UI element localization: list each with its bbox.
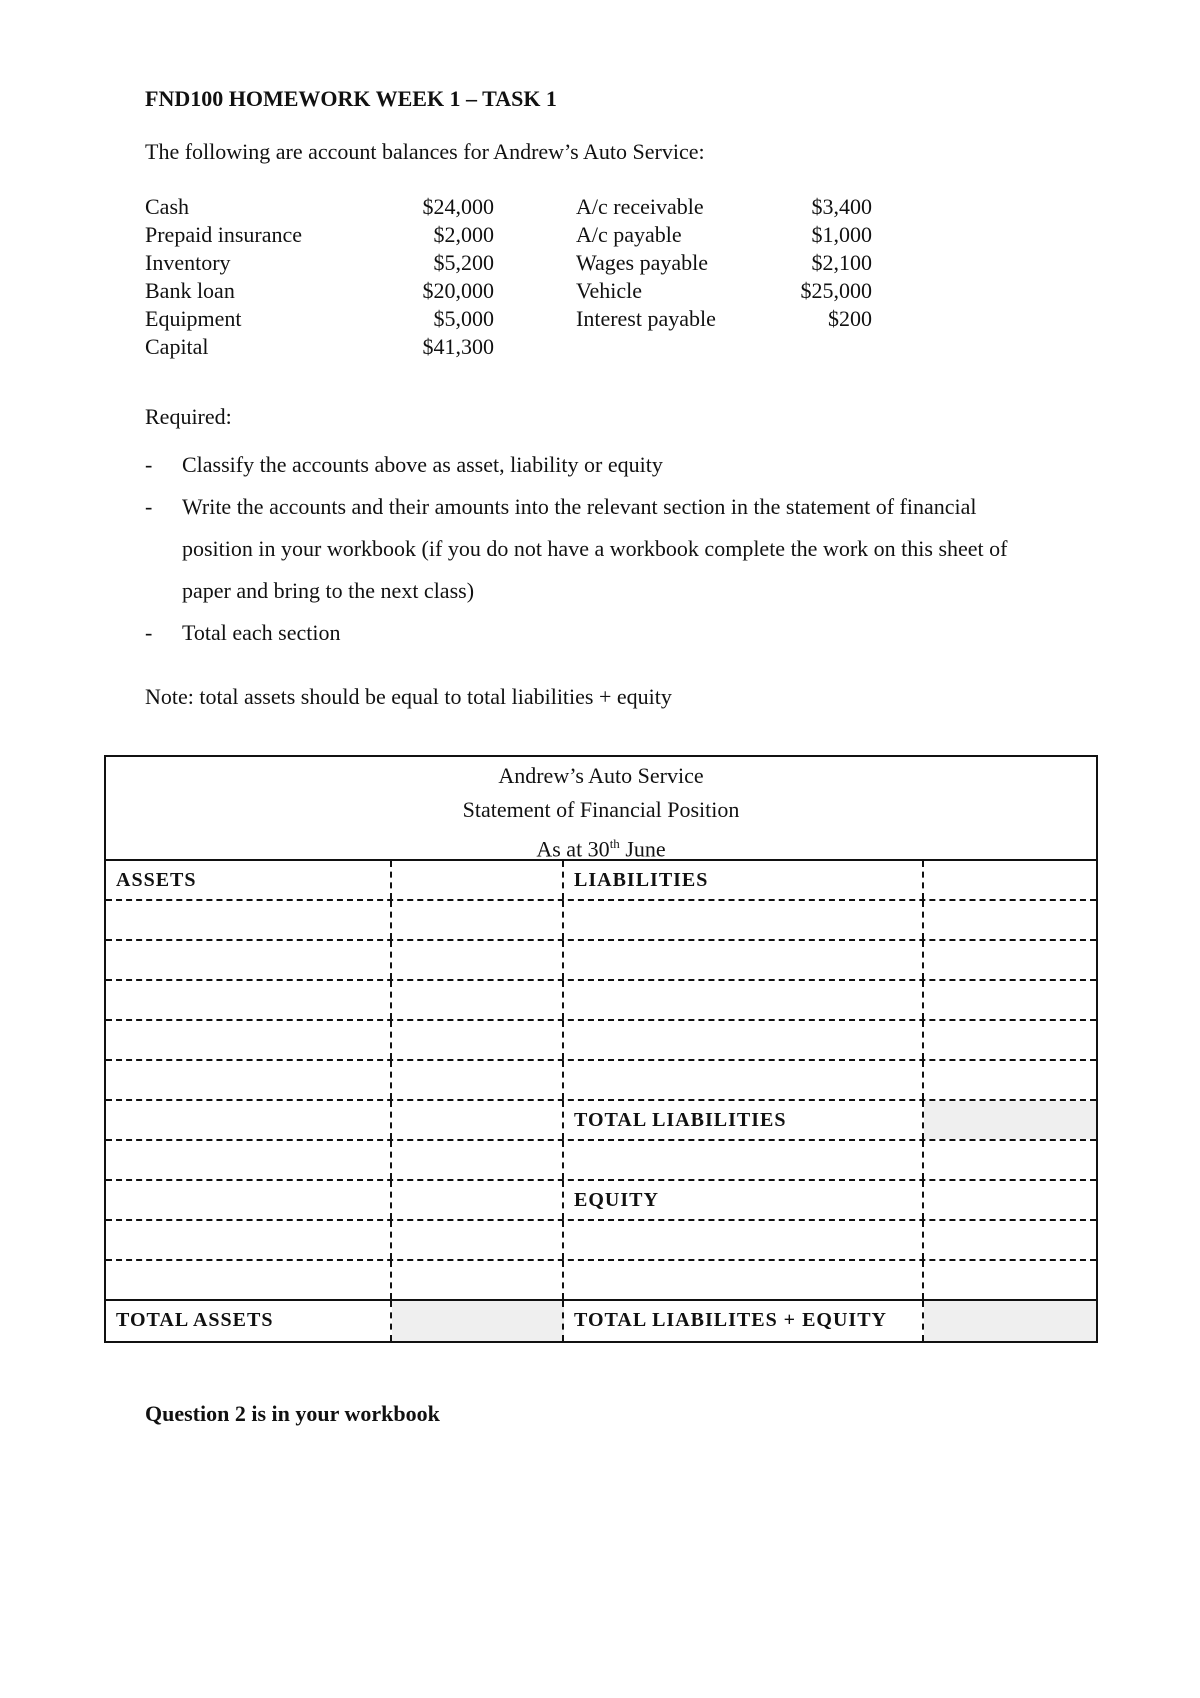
- account-amount: $1,000: [811, 222, 872, 247]
- table-row: [106, 941, 1096, 981]
- table-row: [106, 1301, 1096, 1341]
- statement-company: Andrew’s Auto Service: [498, 763, 704, 788]
- statement-name: Statement of Financial Position: [462, 797, 740, 822]
- account-amount: $3,400: [811, 194, 872, 219]
- required-list: [145, 444, 1045, 654]
- date-prefix: As at 30: [536, 836, 610, 862]
- liability-amount-cell[interactable]: [924, 861, 1096, 899]
- account-amount: $5,200: [433, 250, 494, 275]
- balances-left-names: [145, 193, 302, 361]
- table-row: [106, 1061, 1096, 1101]
- table-row: [106, 1261, 1096, 1301]
- asset-name-cell[interactable]: [106, 1021, 392, 1059]
- asset-amount-cell[interactable]: [392, 941, 564, 979]
- account-name: A/c payable: [576, 222, 682, 247]
- assets-label: ASSETS: [106, 861, 392, 899]
- account-name: Capital: [145, 334, 209, 359]
- total-liab-equity-cell[interactable]: [924, 1301, 1096, 1341]
- asset-amount-cell[interactable]: [392, 1061, 564, 1099]
- liability-amount-cell[interactable]: [924, 981, 1096, 1019]
- total-liab-equity-label: TOTAL LIABILITES + EQUITY: [564, 1301, 924, 1341]
- liability-amount-cell[interactable]: [924, 941, 1096, 979]
- table-row: [106, 1221, 1096, 1261]
- list-item: [145, 444, 1045, 486]
- table-row: [106, 1141, 1096, 1181]
- account-name: Equipment: [145, 306, 242, 331]
- equity-name-cell[interactable]: [564, 1261, 924, 1299]
- asset-name-cell[interactable]: [106, 941, 392, 979]
- asset-name-cell[interactable]: [106, 1261, 392, 1299]
- asset-amount-cell[interactable]: [392, 1021, 564, 1059]
- asset-name-cell[interactable]: [106, 1181, 392, 1219]
- asset-name-cell[interactable]: [106, 1141, 392, 1179]
- table-row: [106, 861, 1096, 901]
- table-row: [106, 1101, 1096, 1141]
- equity-name-cell[interactable]: [564, 1221, 924, 1259]
- document-title: FND100 HOMEWORK WEEK 1 – TASK 1: [145, 86, 557, 111]
- account-amount: $2,100: [811, 250, 872, 275]
- required-heading: Required:: [145, 404, 232, 429]
- account-name: Prepaid insurance: [145, 222, 302, 247]
- account-name: Wages payable: [576, 250, 708, 275]
- list-item-text: Write the accounts and their amounts into the relevant section in the statement of financial position in your workbook (if you do not have a workbook complete the work on this sheet of paper and bring to the next class): [182, 494, 1008, 603]
- table-row: [106, 901, 1096, 941]
- asset-amount-cell[interactable]: [392, 861, 564, 899]
- liability-name-cell[interactable]: [564, 941, 924, 979]
- asset-name-cell[interactable]: [106, 981, 392, 1019]
- intro-text: The following are account balances for Andrew’s Auto Service:: [145, 139, 705, 164]
- account-amount: $2,000: [433, 222, 494, 247]
- asset-amount-cell[interactable]: [392, 1261, 564, 1299]
- asset-name-cell[interactable]: [106, 1101, 392, 1139]
- liability-name-cell[interactable]: [564, 1141, 924, 1179]
- table-row: [106, 981, 1096, 1021]
- account-amount: $200: [828, 306, 872, 331]
- dash-bullet: -: [145, 494, 153, 519]
- account-amount: $41,300: [422, 334, 494, 359]
- account-name: A/c receivable: [576, 194, 704, 219]
- financial-position-table: [104, 755, 1098, 1343]
- account-name: Interest payable: [576, 306, 716, 331]
- equity-amount-cell[interactable]: [924, 1221, 1096, 1259]
- liability-name-cell[interactable]: [564, 1061, 924, 1099]
- list-item: [145, 612, 1045, 654]
- question-2-note: Question 2 is in your workbook: [145, 1401, 440, 1426]
- asset-amount-cell[interactable]: [392, 1101, 564, 1139]
- balances-right-amounts: [760, 193, 872, 333]
- asset-amount-cell[interactable]: [392, 981, 564, 1019]
- account-name: Vehicle: [576, 278, 642, 303]
- list-item-text: Total each section: [182, 620, 341, 645]
- table-row: [106, 1021, 1096, 1061]
- account-amount: $25,000: [800, 278, 872, 303]
- liabilities-label: LIABILITIES: [564, 861, 924, 899]
- account-amount: $20,000: [422, 278, 494, 303]
- list-item: [145, 486, 1045, 612]
- date-superscript: th: [609, 836, 620, 851]
- asset-name-cell[interactable]: [106, 1061, 392, 1099]
- account-amount: $24,000: [422, 194, 494, 219]
- equity-label: EQUITY: [564, 1181, 924, 1219]
- dash-bullet: -: [145, 620, 153, 645]
- total-liabilities-cell[interactable]: [924, 1101, 1096, 1139]
- asset-amount-cell[interactable]: [392, 1141, 564, 1179]
- liability-name-cell[interactable]: [564, 981, 924, 1019]
- dash-bullet: -: [145, 452, 153, 477]
- asset-name-cell[interactable]: [106, 1221, 392, 1259]
- total-assets-label: TOTAL ASSETS: [106, 1301, 392, 1341]
- equity-amount-cell[interactable]: [924, 1181, 1096, 1219]
- asset-name-cell[interactable]: [106, 901, 392, 939]
- liability-amount-cell[interactable]: [924, 1021, 1096, 1059]
- account-name: Cash: [145, 194, 189, 219]
- date-suffix: June: [619, 836, 666, 862]
- asset-amount-cell[interactable]: [392, 1221, 564, 1259]
- list-item-text: Classify the accounts above as asset, liability or equity: [182, 452, 663, 477]
- asset-amount-cell[interactable]: [392, 1181, 564, 1219]
- total-liabilities-label: TOTAL LIABILITIES: [564, 1101, 924, 1139]
- account-name: Inventory: [145, 250, 231, 275]
- total-assets-cell[interactable]: [392, 1301, 564, 1341]
- liability-name-cell[interactable]: [564, 1021, 924, 1059]
- asset-amount-cell[interactable]: [392, 901, 564, 939]
- account-amount: $5,000: [433, 306, 494, 331]
- liability-name-cell[interactable]: [564, 901, 924, 939]
- liability-amount-cell[interactable]: [924, 1061, 1096, 1099]
- account-name: Bank loan: [145, 278, 235, 303]
- balances-left-amounts: [360, 193, 494, 361]
- liability-amount-cell[interactable]: [924, 1141, 1096, 1179]
- note-text: Note: total assets should be equal to total liabilities + equity: [145, 684, 672, 709]
- statement-header: [106, 757, 1096, 861]
- equity-amount-cell[interactable]: [924, 1261, 1096, 1299]
- table-row: [106, 1181, 1096, 1221]
- balances-right-names: [576, 193, 716, 333]
- liability-amount-cell[interactable]: [924, 901, 1096, 939]
